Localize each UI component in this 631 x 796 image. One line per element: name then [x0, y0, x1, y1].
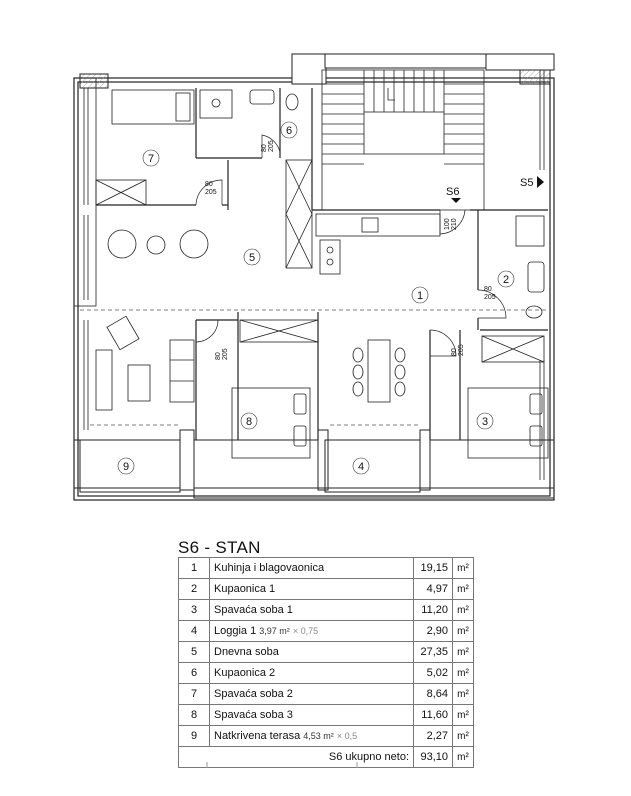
room-label-6	[281, 122, 297, 138]
total-value: 93,10	[414, 747, 453, 768]
room-name-cell	[210, 726, 414, 747]
left-wall	[74, 78, 96, 306]
room-number: 1	[179, 558, 210, 579]
door-swings	[196, 135, 506, 356]
area-coefficient: × 0,5	[336, 731, 358, 741]
windows	[84, 70, 544, 480]
room-number: 9	[179, 726, 210, 747]
walls	[74, 78, 554, 500]
marker-s5-arrow-icon	[537, 176, 544, 188]
marker-s5: S5	[520, 177, 534, 189]
room-name-cell	[210, 705, 414, 726]
room-number: 7	[179, 684, 210, 705]
room-number: 5	[179, 642, 210, 663]
room-name-cell	[210, 663, 414, 684]
room-name-cell	[210, 621, 414, 642]
total-label: S6 ukupno neto:	[210, 747, 414, 768]
area-unit: m²	[453, 747, 474, 768]
unit-markers	[446, 176, 544, 203]
room-area: 11,60	[414, 705, 453, 726]
room-number: 6	[179, 663, 210, 684]
door-dimension: 80 205	[205, 181, 217, 196]
room-name-cell	[210, 642, 414, 663]
room-name-cell	[210, 600, 414, 621]
room-number: 3	[179, 600, 210, 621]
table-row	[179, 663, 474, 684]
area-unit: m²	[453, 684, 474, 705]
door-dimension: 80205	[451, 344, 465, 356]
room-label-3	[477, 413, 493, 429]
room-area: 5,02	[414, 663, 453, 684]
svg-text:5: 5	[248, 252, 256, 264]
room-name-cell	[210, 684, 414, 705]
svg-text:6: 6	[285, 125, 293, 137]
room-area: 2,90	[414, 621, 453, 642]
door-dimension: 100210	[444, 218, 458, 230]
room-area: 4,97	[414, 579, 453, 600]
room-name: Spavaća soba 3	[214, 709, 293, 721]
room-name-cell	[210, 558, 414, 579]
table-row	[179, 621, 474, 642]
total-spacer	[179, 747, 210, 768]
table-row	[179, 558, 474, 579]
area-unit: m²	[453, 663, 474, 684]
room-name: Loggia 1	[214, 625, 257, 637]
room-label-1	[412, 287, 428, 303]
door-dimension: 80 205	[484, 286, 496, 301]
room-gross-area: 3,97 m²	[259, 626, 290, 636]
room-number: 2	[179, 579, 210, 600]
room-name: Natkrivena terasa	[214, 730, 301, 742]
room-labels	[118, 122, 514, 474]
svg-text:2: 2	[502, 274, 510, 286]
area-unit: m²	[453, 726, 474, 747]
area-unit: m²	[453, 579, 474, 600]
svg-text:4: 4	[357, 461, 365, 473]
room-name: Spavaća soba 1	[214, 604, 293, 616]
table-row	[179, 579, 474, 600]
area-table	[178, 557, 474, 768]
room-label-2	[498, 271, 514, 287]
table-row	[179, 600, 474, 621]
svg-text:3: 3	[481, 416, 489, 428]
lower-walls	[74, 430, 554, 498]
area-unit: m²	[453, 705, 474, 726]
svg-text:8: 8	[245, 416, 253, 428]
table-row	[179, 705, 474, 726]
room-name: Spavaća soba 2	[214, 688, 293, 700]
room-gross-area: 4,53 m²	[303, 731, 334, 741]
room-label-5	[244, 249, 260, 265]
room-area: 11,20	[414, 600, 453, 621]
room-name: Kupaonica 2	[214, 667, 276, 679]
area-unit: m²	[453, 642, 474, 663]
room-name: Kupaonica 1	[214, 583, 276, 595]
room-label-4	[353, 458, 369, 474]
room-label-9	[118, 458, 134, 474]
room-number: 4	[179, 621, 210, 642]
unit-title: S6 - STAN	[178, 538, 261, 557]
door-dimension: 80205	[261, 140, 275, 152]
area-coefficient: × 0,75	[292, 626, 319, 636]
room-label-8	[241, 413, 257, 429]
room-name: Kuhinja i blagovaonica	[214, 562, 325, 574]
top-parapets	[80, 54, 554, 88]
svg-text:7: 7	[147, 153, 155, 165]
table-row	[179, 642, 474, 663]
room-name: Dnevna soba	[214, 646, 279, 658]
table-row	[179, 684, 474, 705]
room-number: 8	[179, 705, 210, 726]
door-dimension: 80205	[215, 348, 229, 360]
stair-core	[322, 70, 484, 210]
room-area: 8,64	[414, 684, 453, 705]
svg-text:9: 9	[122, 461, 130, 473]
marker-s6: S6	[446, 186, 460, 198]
area-unit: m²	[453, 558, 474, 579]
table-row	[179, 726, 474, 747]
svg-text:1: 1	[416, 290, 424, 302]
area-unit: m²	[453, 600, 474, 621]
room-area: 19,15	[414, 558, 453, 579]
room-area: 27,35	[414, 642, 453, 663]
room-area: 2,27	[414, 726, 453, 747]
room-name-cell	[210, 579, 414, 600]
total-row	[179, 747, 474, 768]
area-unit: m²	[453, 621, 474, 642]
room-label-7	[143, 150, 159, 166]
marker-s6-arrow-icon	[451, 198, 461, 203]
